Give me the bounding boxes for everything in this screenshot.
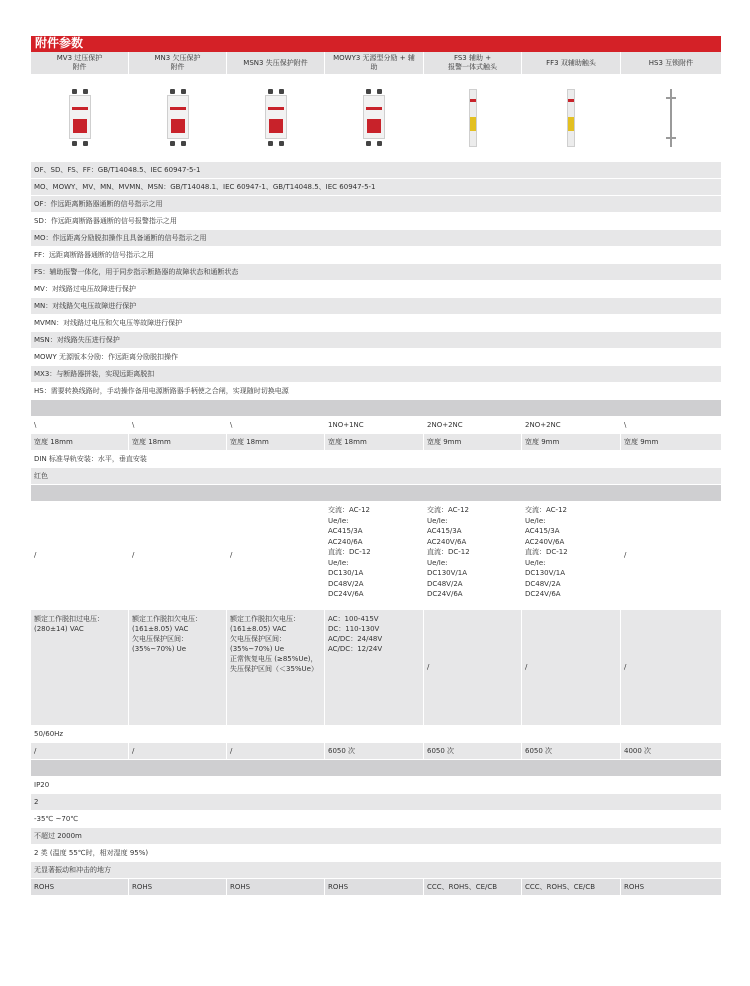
table-cell: ROHS (325, 879, 424, 895)
section-header (31, 36, 721, 52)
table-cell: CCC、ROHS、CE/CB (522, 879, 621, 895)
table-cell: \ (227, 417, 325, 433)
table-cell: / (624, 551, 627, 559)
table-cell: ROHS (31, 879, 129, 895)
section-divider (31, 760, 721, 777)
column-header: MSN3 失压保护附件 (227, 52, 325, 74)
table-cell: ROHS (624, 882, 645, 891)
mounting-row: DIN 标准导轨安装：水平，垂直安装 (31, 451, 721, 468)
column-header-row (31, 52, 721, 74)
breaker-module-icon (265, 89, 287, 147)
column-header: FS3 辅助 + 报警一体式触头 (424, 52, 522, 74)
breaker-module-icon (167, 89, 189, 147)
table-cell: ROHS (227, 879, 325, 895)
table-cell: 宽度 18mm (31, 434, 129, 450)
description-row: MV：对线路过电压故障进行保护 (31, 281, 721, 298)
breaker-module-icon (69, 89, 91, 147)
rating-row (31, 502, 721, 610)
interlock-bracket-icon (666, 87, 676, 149)
description-row: HS：需要转换线路时，手动操作备用电源断路器手柄使之合闸，实现随时切换电源 (31, 383, 721, 400)
table-cell: 2NO+2NC (424, 417, 522, 433)
table-cell: 1NO+1NC (325, 417, 424, 433)
certification-row (31, 879, 721, 896)
table-cell: \ (624, 420, 627, 429)
description-row: FF：远距离断路器通断的信号指示之用 (31, 247, 721, 264)
table-cell: 额定工作脱扣欠电压： (161±8.05) VAC 欠电压保护区间： (35%~70%) Ue (129, 610, 227, 725)
product-image-row (31, 74, 721, 162)
table-cell: / (227, 502, 325, 609)
table-cell: AC：100-415V DC：110-130V AC/DC：24/48V AC/DC：12/24V (325, 610, 424, 725)
description-row: MVMN：对线路过电压和欠电压等故障进行保护 (31, 315, 721, 332)
table-cell: / (424, 610, 522, 725)
table-cell: / (129, 743, 227, 759)
table-cell: 4000 次 (624, 746, 652, 755)
voltage-row (31, 610, 721, 726)
description-row: MX3：与断路器拼装，实现远距离脱扣 (31, 366, 721, 383)
table-cell: / (31, 502, 129, 609)
environment-row: 无显著振动和冲击的地方 (31, 862, 721, 879)
table-cell: / (31, 743, 129, 759)
table-cell: ROHS (129, 879, 227, 895)
section-divider (31, 400, 721, 417)
standard-row: MO、MOWY、MV、MN、MVMN、MSN：GB/T14048.1、IEC 60947-1、GB/T14048.5、IEC 60947-5-1 (31, 179, 721, 196)
table-cell: 6050 次 (522, 743, 621, 759)
color-row: 红色 (31, 468, 721, 485)
environment-row: 2 类 (温度 55℃时，相对湿度 95%) (31, 845, 721, 862)
table-cell: 额定工作脱扣过电压： (280±14) VAC (31, 610, 129, 725)
table-cell: 宽度 18mm (129, 434, 227, 450)
table-cell: 2NO+2NC (522, 417, 621, 433)
table-cell: 宽度 9mm (624, 437, 659, 446)
description-row: MO：作远距离分励脱扣操作且具备通断的信号指示之用 (31, 230, 721, 247)
life-row (31, 743, 721, 760)
column-header: FF3 双辅助触头 (522, 52, 621, 74)
frequency-row: 50/60Hz (31, 726, 721, 743)
environment-row: 不超过 2000m (31, 828, 721, 845)
width-row (31, 434, 721, 451)
column-header: MN3 欠压保护 附件 (129, 52, 227, 74)
description-row: OF：作远距离断路器通断的信号指示之用 (31, 196, 721, 213)
table-cell: / (227, 743, 325, 759)
description-row: MOWY 无源版本分励：作远距离分励脱扣操作 (31, 349, 721, 366)
auxiliary-contact-icon (469, 87, 477, 149)
table-cell: 宽度 9mm (424, 434, 522, 450)
table-cell: 交流：AC-12 Ue/Ie: AC415/3A AC240/6A 直流：DC-12 Ue/Ie: DC130/1A DC48V/2A DC24V/6A (325, 502, 424, 609)
table-cell: \ (129, 417, 227, 433)
table-cell: CCC、ROHS、CE/CB (424, 879, 522, 895)
table-cell: 额定工作脱扣欠电压： (161±8.05) VAC 欠电压保护区间： (35%~70%) Ue 正常恢复电压 (≥85%Ue)， 失压保护区间（＜35%Ue） (227, 610, 325, 725)
accessory-parameter-table (31, 52, 721, 896)
table-cell: 交流：AC-12 Ue/Ie: AC415/3A AC240V/6A 直流：DC-12 Ue/Ie: DC130V/1A DC48V/2A DC24V/6A (522, 502, 621, 609)
environment-row: -35℃ ~70℃ (31, 811, 721, 828)
description-row: MN：对线路欠电压故障进行保护 (31, 298, 721, 315)
auxiliary-contact-icon (567, 87, 575, 149)
description-row: SD：作远距离断路器通断的信号报警指示之用 (31, 213, 721, 230)
environment-row: 2 (31, 794, 721, 811)
column-header: MOWY3 无源型分励 + 辅 助 (325, 52, 424, 74)
description-row: FS：辅助报警一体化，用于同步指示断路器的故障状态和通断状态 (31, 264, 721, 281)
contact-config-row (31, 417, 721, 434)
column-header: HS3 互锁附件 (648, 58, 694, 67)
table-cell: 6050 次 (325, 743, 424, 759)
table-cell: / (522, 610, 621, 725)
table-cell: / (624, 663, 627, 671)
table-cell: 6050 次 (424, 743, 522, 759)
section-title: 附件参数 (35, 36, 84, 50)
breaker-module-icon (363, 89, 385, 147)
table-cell: 交流：AC-12 Ue/Ie: AC415/3A AC240V/6A 直流：DC-12 Ue/Ie: DC130V/1A DC48V/2A DC24V/6A (424, 502, 522, 609)
table-cell: 宽度 18mm (325, 434, 424, 450)
description-row: MSN：对线路失压进行保护 (31, 332, 721, 349)
table-cell: 宽度 9mm (522, 434, 621, 450)
table-cell: \ (31, 417, 129, 433)
environment-row: IP20 (31, 777, 721, 794)
table-cell: / (129, 502, 227, 609)
column-header: MV3 过压保护 附件 (31, 52, 129, 74)
standard-row: OF、SD、FS、FF：GB/T14048.5、IEC 60947-5-1 (31, 162, 721, 179)
section-divider (31, 485, 721, 502)
table-cell: 宽度 18mm (227, 434, 325, 450)
